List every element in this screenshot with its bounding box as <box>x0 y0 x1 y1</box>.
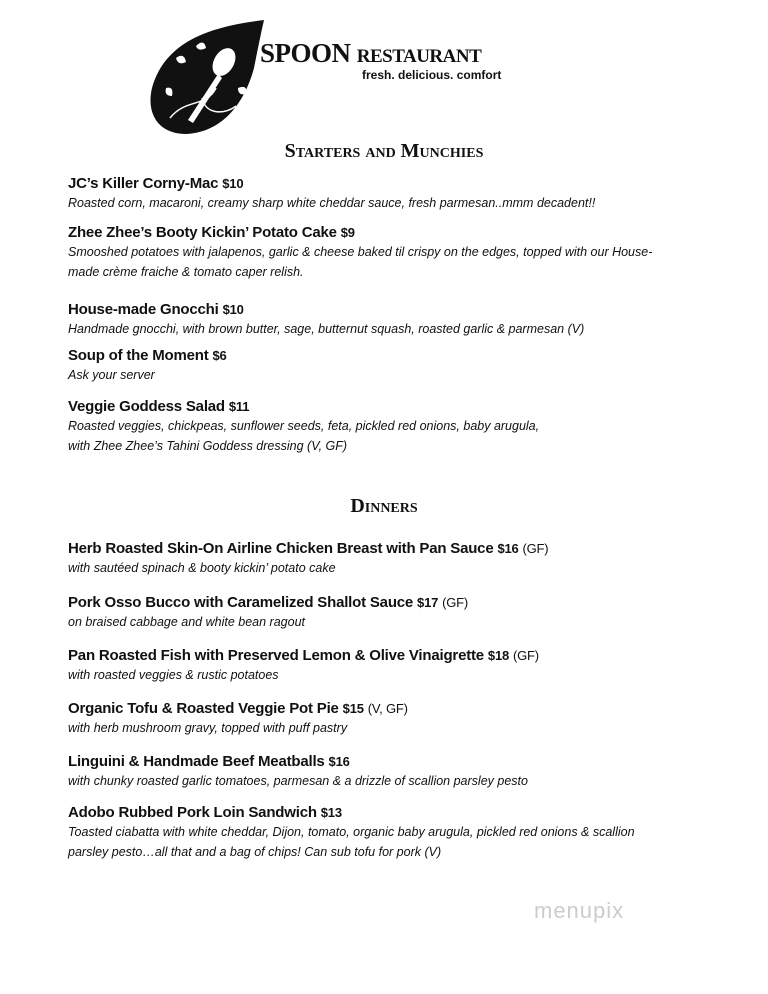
menu-item <box>68 752 748 792</box>
item-name-line <box>68 752 748 772</box>
item-name-line <box>68 397 748 417</box>
item-price: $10 <box>222 176 244 191</box>
item-price: $10 <box>222 302 244 317</box>
item-name-line <box>68 300 748 320</box>
item-price: $6 <box>212 348 227 363</box>
menu-item <box>68 593 748 633</box>
item-name: Soup of the Moment <box>68 347 209 364</box>
item-description: Roasted corn, macaroni, creamy sharp white cheddar sauce, fresh parmesan..mmm decadent!! <box>68 196 596 210</box>
item-price: $13 <box>320 805 342 820</box>
item-name: Pan Roasted Fish with Preserved Lemon & Olive Vinaigrette <box>68 647 484 664</box>
item-dietary: (GF) <box>522 541 549 556</box>
item-dietary: (V, GF) <box>367 701 408 716</box>
item-price: $16 <box>328 754 350 769</box>
item-name-line <box>68 803 748 823</box>
menu-item <box>68 803 748 862</box>
item-name: Linguini & Handmade Beef Meatballs <box>68 753 325 770</box>
item-description: on braised cabbage and white bean ragout <box>68 615 305 629</box>
section-title: Dinners <box>350 495 418 517</box>
item-name-line <box>68 539 748 559</box>
item-price: $18 <box>487 648 510 663</box>
item-description: with Zhee Zhee’s Tahini Goddess dressing (V, GF) <box>68 438 348 453</box>
item-description: parsley pesto…all that and a bag of chips! Can sub tofu for pork (V) <box>68 844 442 859</box>
item-description: with sautéed spinach & booty kickin’ potato cake <box>68 561 336 575</box>
item-description: Handmade gnocchi, with brown butter, sage, butternut squash, roasted garlic & parmesan (V) <box>68 322 585 336</box>
item-description: Toasted ciabatta with white cheddar, Dijon, tomato, organic baby arugula, pickled red onions & scallion <box>68 825 635 839</box>
item-name-line <box>68 646 748 666</box>
menu-item <box>68 174 748 214</box>
item-price: $15 <box>342 701 364 716</box>
menu-item <box>68 300 748 340</box>
item-name: Pork Osso Bucco with Caramelized Shallot Sauce <box>68 594 414 611</box>
menu-item <box>68 346 748 386</box>
section-title: Starters and Munchies <box>284 140 484 162</box>
spoon-leaf-logo <box>146 18 266 136</box>
menu-item <box>68 646 748 686</box>
item-name-line <box>68 223 748 243</box>
item-name: JC’s Killer Corny-Mac <box>68 175 219 192</box>
item-description: with roasted veggies & rustic potatoes <box>68 668 279 682</box>
item-name: Zhee Zhee’s Booty Kickin’ Potato Cake <box>68 224 337 241</box>
item-dietary: (GF) <box>442 595 469 610</box>
item-name: Veggie Goddess Salad <box>68 398 225 415</box>
item-name: Adobo Rubbed Pork Loin Sandwich <box>68 804 317 821</box>
item-name: Herb Roasted Skin-On Airline Chicken Breast with Pan Sauce <box>68 540 494 557</box>
item-price: $9 <box>340 225 355 240</box>
restaurant-name: SPOON RESTAURANT <box>260 38 482 68</box>
item-description: Ask your server <box>68 368 155 382</box>
menu-item <box>68 397 748 456</box>
item-description: with chunky roasted garlic tomatoes, parmesan & a drizzle of scallion parsley pesto <box>68 774 528 788</box>
item-name-line <box>68 593 748 613</box>
watermark: menupix <box>534 898 625 923</box>
item-name: Organic Tofu & Roasted Veggie Pot Pie <box>68 700 339 717</box>
item-description: Smooshed potatoes with jalapenos, garlic & cheese baked til crispy on the edges, topped with our House- <box>68 245 653 259</box>
item-name: House-made Gnocchi <box>68 301 219 318</box>
item-description: made crème fraiche & tomato caper relish. <box>68 264 304 279</box>
item-price: $11 <box>228 399 250 414</box>
item-price: $16 <box>497 541 519 556</box>
item-price: $17 <box>417 595 439 610</box>
item-name-line <box>68 699 748 719</box>
item-dietary: (GF) <box>512 648 539 663</box>
item-name-line <box>68 346 748 366</box>
tagline: fresh. delicious. comfort <box>362 68 502 82</box>
menu-item <box>68 539 748 579</box>
item-name-line <box>68 174 748 194</box>
menu-item <box>68 699 748 739</box>
item-description: with herb mushroom gravy, topped with puff pastry <box>68 721 348 735</box>
menu-item <box>68 223 748 282</box>
item-description: Roasted veggies, chickpeas, sunflower seeds, feta, pickled red onions, baby arugula, <box>68 419 540 433</box>
